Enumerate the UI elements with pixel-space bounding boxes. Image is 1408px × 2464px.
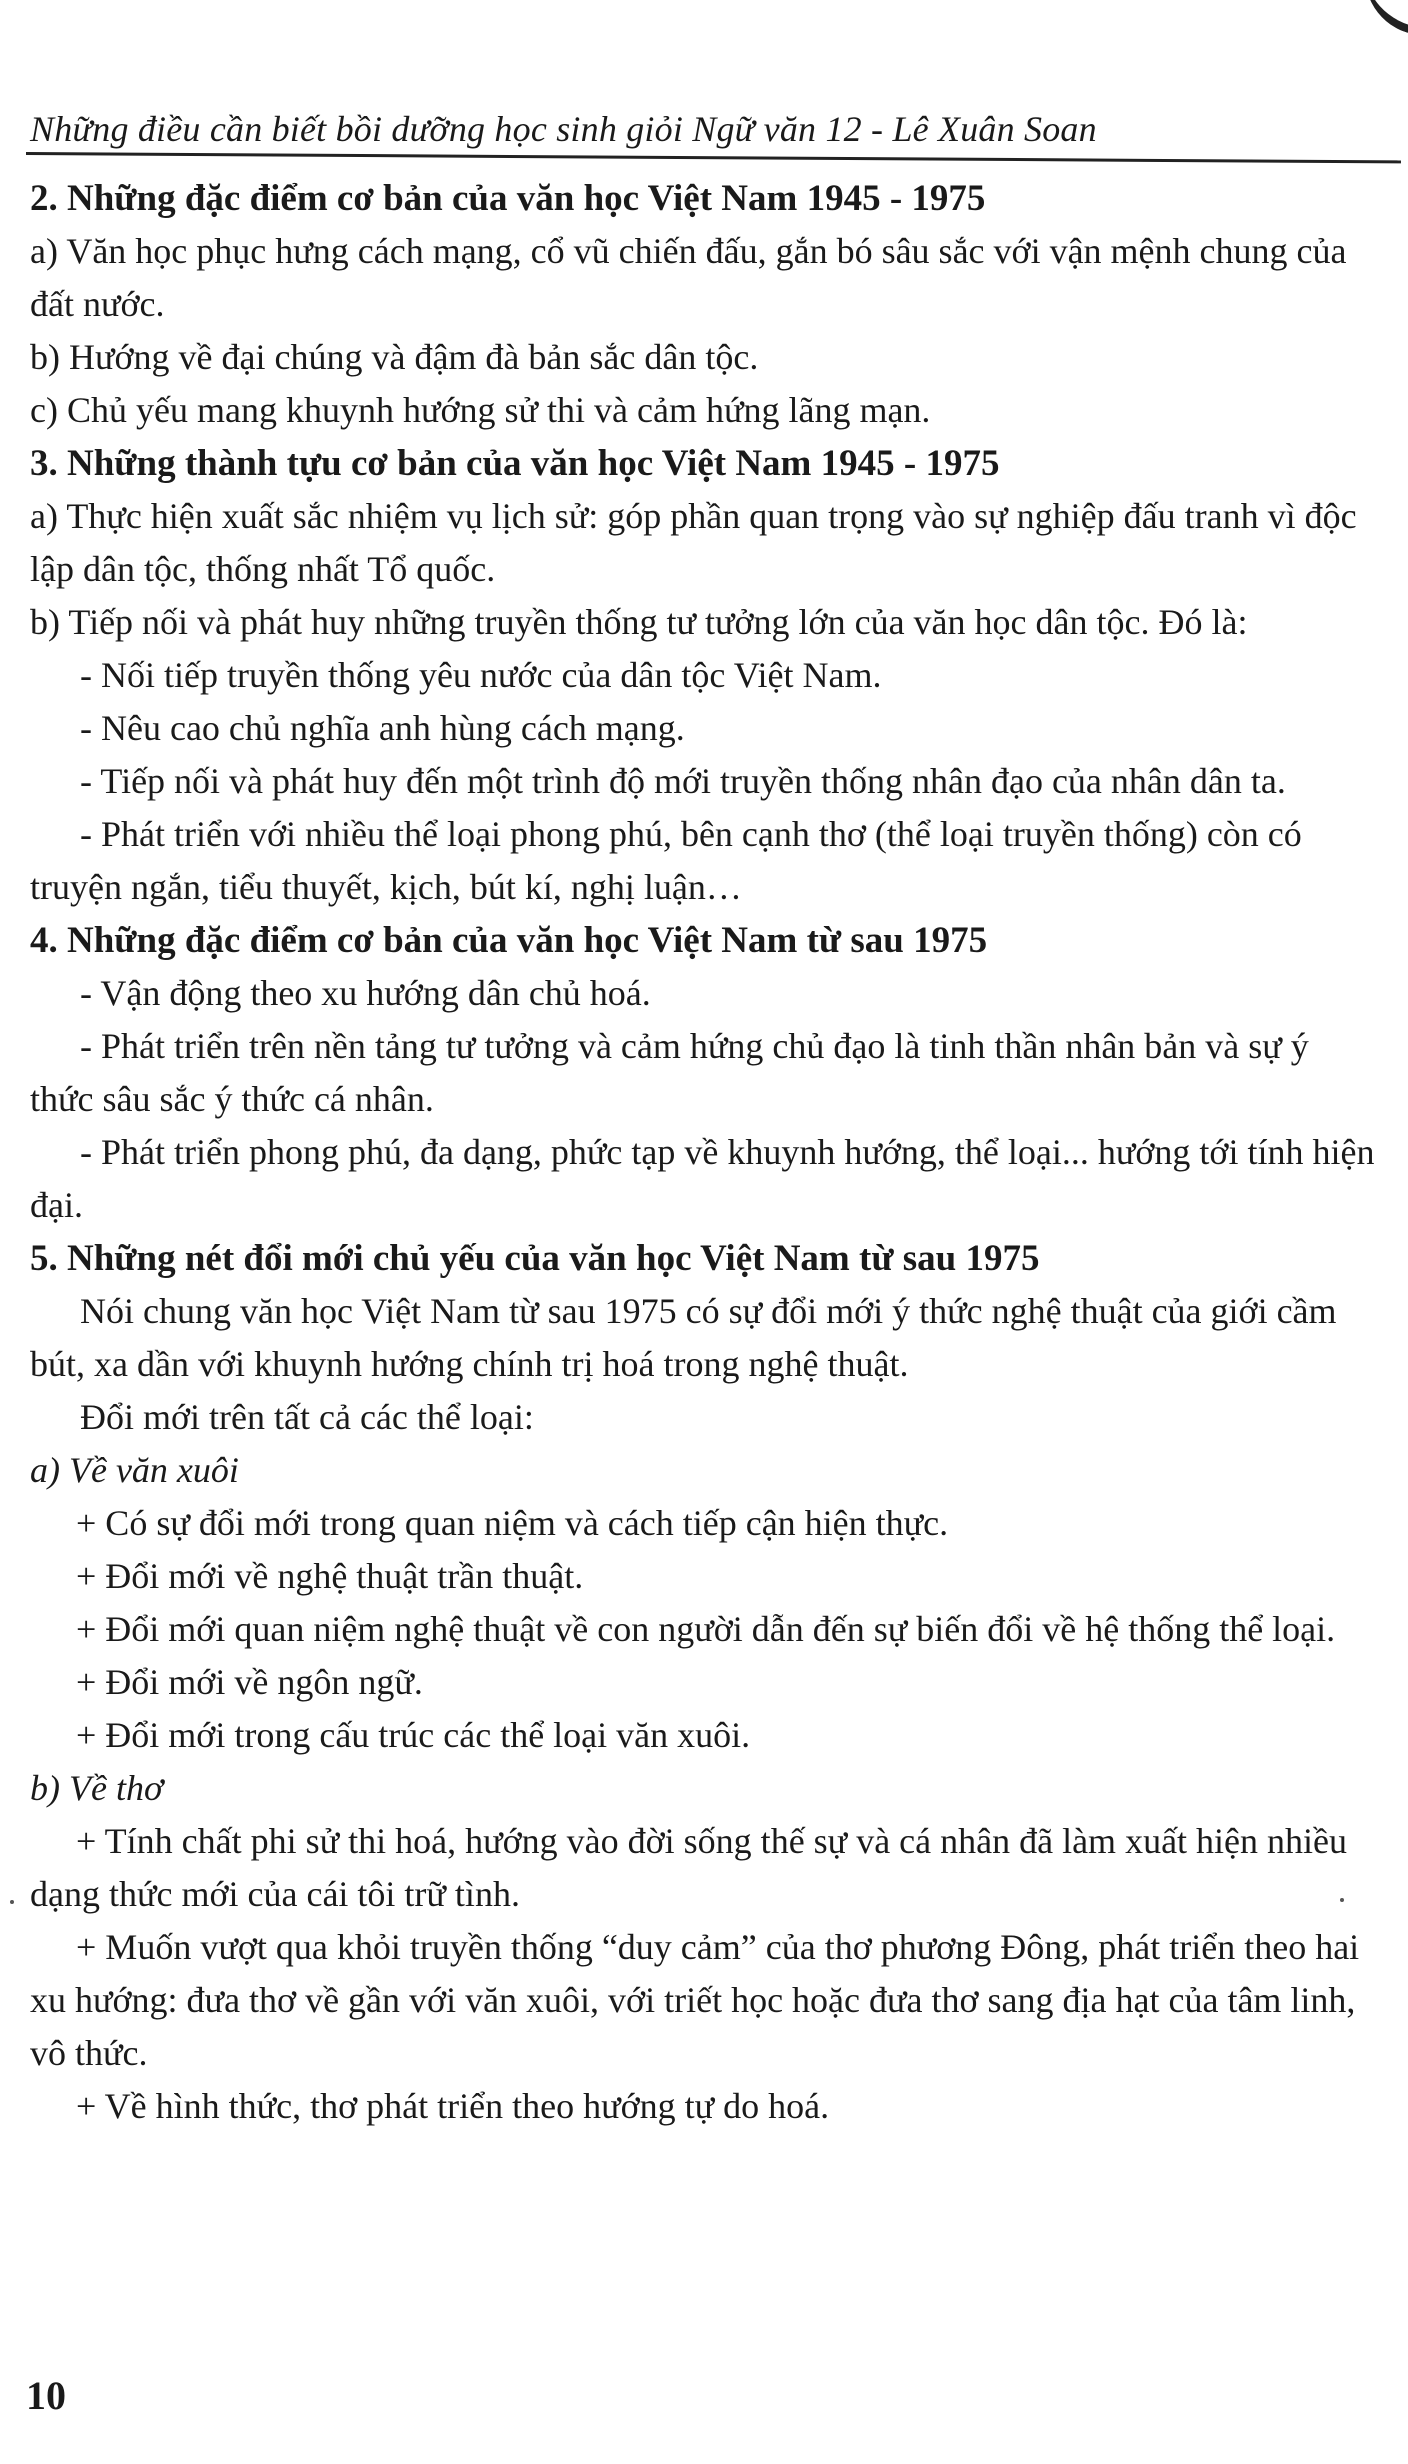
section-4-bullet-3: - Phát triển phong phú, đa dạng, phức tạp về khuynh hướng, thể loại... hướng tới tính hiện đại. [30,1132,1375,1225]
section-3-bullet-2: - Nêu cao chủ nghĩa anh hùng cách mạng. [80,708,685,748]
prose-item: + Đổi mới về nghệ thuật trần thuật. [76,1556,584,1596]
section-3-heading: 3. Những thành tựu cơ bản của văn học Việt Nam 1945 - 1975 [30,443,1000,484]
prose-item: + Đổi mới trong cấu trúc các thể loại văn xuôi. [76,1715,751,1755]
section-3-item-b: b) Tiếp nối và phát huy những truyền thống tư tưởng lớn của văn học dân tộc. Đó là: [30,602,1248,642]
page-body [30,172,1380,2133]
page-corner-mark [1349,0,1408,39]
section-4-bullet-2: - Phát triển trên nền tảng tư tưởng và cảm hứng chủ đạo là tinh thần nhân bản và sự ý thức sâu sắc ý thức cá nhân. [30,1026,1309,1119]
section-2-heading: 2. Những đặc điểm cơ bản của văn học Việt Nam 1945 - 1975 [30,178,986,219]
section-4-heading: 4. Những đặc điểm cơ bản của văn học Việt Nam từ sau 1975 [30,920,988,961]
header-rule [26,152,1401,163]
section-5-heading: 5. Những nét đổi mới chủ yếu của văn học Việt Nam từ sau 1975 [30,1238,1040,1279]
running-head: Những điều cần biết bồi dưỡng học sinh giỏi Ngữ văn 12 - Lê Xuân Soan [30,109,1097,149]
poetry-item: + Muốn vượt qua khỏi truyền thống “duy cảm” của thơ phương Đông, phát triển theo hai xu hướng: đưa thơ về gần với văn xuôi, với triết học hoặc đưa thơ sang địa hạt của tâm linh, vô thức. [30,1927,1360,2073]
prose-item: + Có sự đổi mới trong quan niệm và cách tiếp cận hiện thực. [76,1503,949,1543]
subsection-poetry-title: b) Về thơ [30,1768,164,1808]
subsection-prose-title: a) Về văn xuôi [30,1450,239,1490]
section-2-item-a: a) Văn học phục hưng cách mạng, cổ vũ chiến đấu, gắn bó sâu sắc với vận mệnh chung của đất nước. [30,231,1347,324]
page-number: 10 [26,2373,66,2418]
section-3-item-a: a) Thực hiện xuất sắc nhiệm vụ lịch sử: góp phần quan trọng vào sự nghiệp đấu tranh vì độc lập dân tộc, thống nhất Tổ quốc. [30,496,1357,589]
section-4-bullet-1: - Vận động theo xu hướng dân chủ hoá. [80,973,651,1013]
section-5-intro-2: Đổi mới trên tất cả các thể loại: [80,1397,534,1437]
section-2-item-c: c) Chủ yếu mang khuynh hướng sử thi và cảm hứng lãng mạn. [30,390,931,430]
print-speck [10,1900,14,1904]
prose-item: + Đổi mới quan niệm nghệ thuật về con người dẫn đến sự biến đổi về hệ thống thể loại. [76,1609,1336,1649]
poetry-item: + Tính chất phi sử thi hoá, hướng vào đời sống thế sự và cá nhân đã làm xuất hiện nhiều dạng thức mới của cái tôi trữ tình. [30,1821,1348,1914]
print-speck [1340,1898,1344,1902]
section-5-intro: Nói chung văn học Việt Nam từ sau 1975 có sự đổi mới ý thức nghệ thuật của giới cầm bút, xa dần với khuynh hướng chính trị hoá trong nghệ thuật. [30,1291,1337,1384]
prose-item: + Đổi mới về ngôn ngữ. [76,1662,423,1702]
section-3-bullet-1: - Nối tiếp truyền thống yêu nước của dân tộc Việt Nam. [80,655,882,695]
poetry-item: + Về hình thức, thơ phát triển theo hướng tự do hoá. [76,2086,830,2126]
section-3-bullet-3: - Tiếp nối và phát huy đến một trình độ mới truyền thống nhân đạo của nhân dân ta. [80,761,1286,801]
section-3-bullet-4: - Phát triển với nhiều thể loại phong phú, bên cạnh thơ (thể loại truyền thống) còn có truyện ngắn, tiểu thuyết, kịch, bút kí, nghị luận… [30,814,1302,907]
section-2-item-b: b) Hướng về đại chúng và đậm đà bản sắc dân tộc. [30,337,759,377]
